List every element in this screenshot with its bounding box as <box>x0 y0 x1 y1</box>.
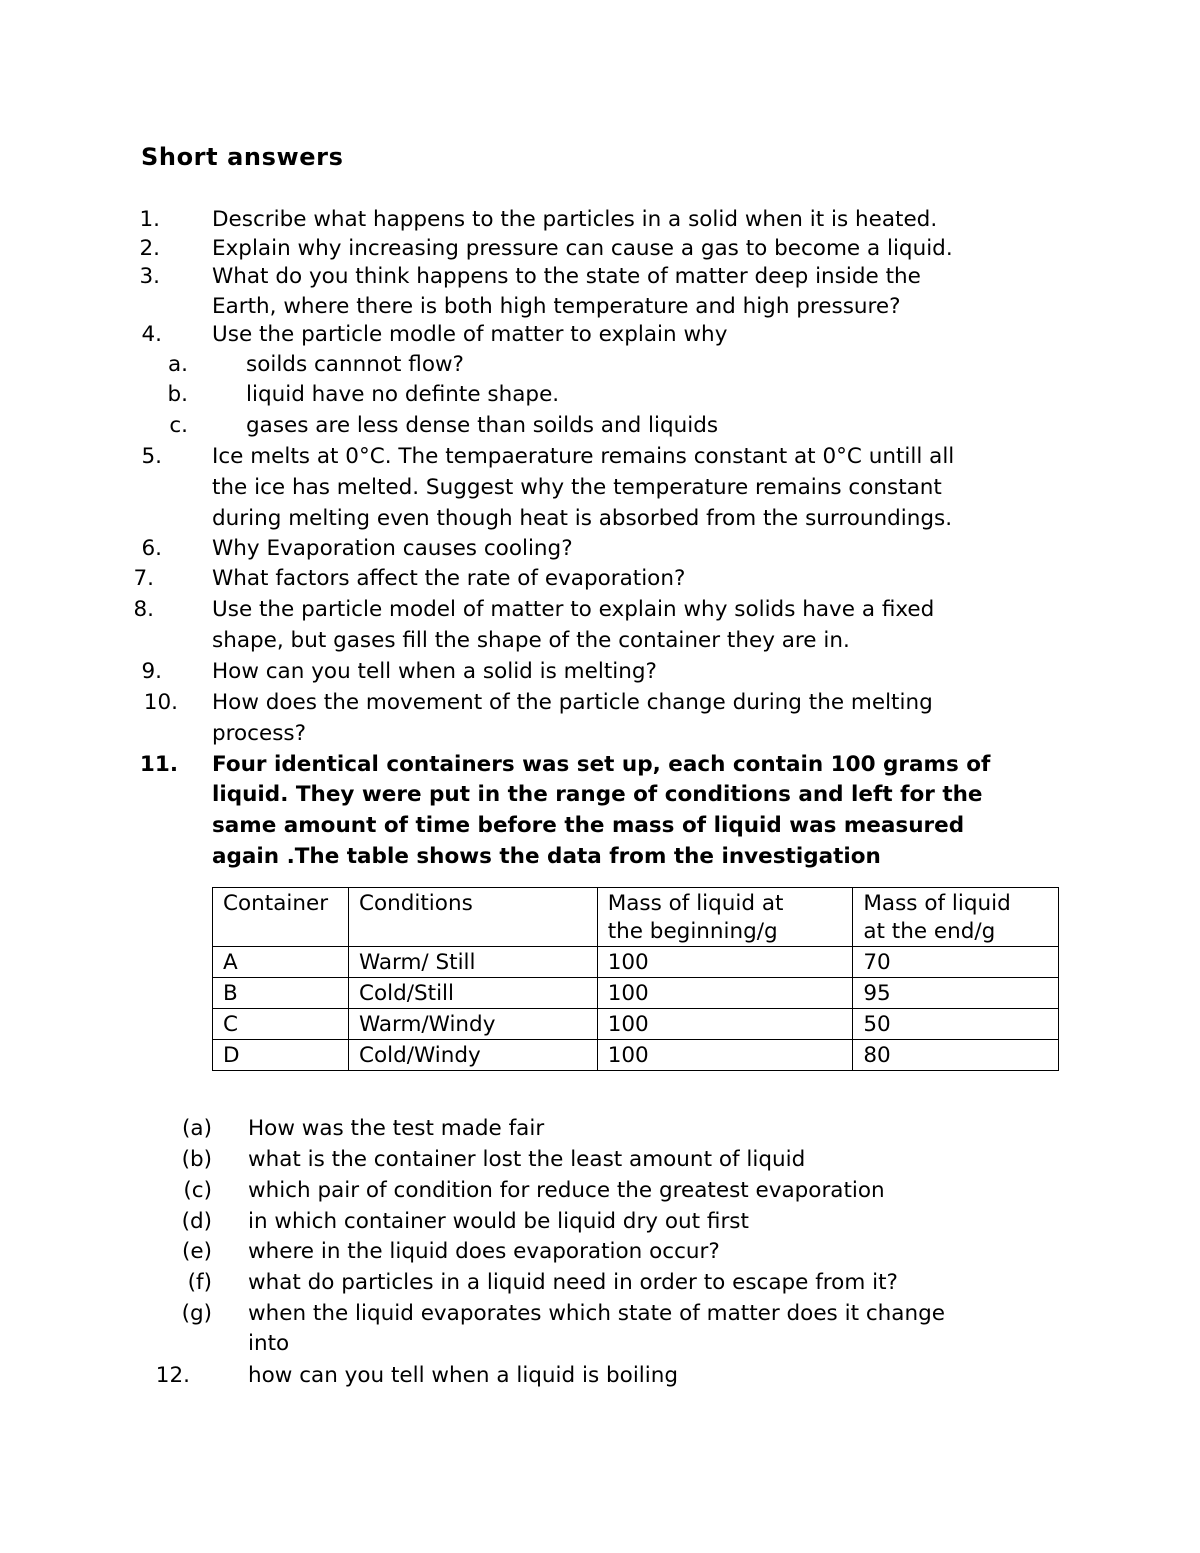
question-number: b. <box>167 382 188 407</box>
table-header-row <box>213 888 1059 947</box>
question-text: What do you think happens to the state of matter deep inside the <box>212 264 921 289</box>
question-text: process? <box>212 721 307 746</box>
table-cell: C <box>213 1009 349 1040</box>
question-number: 12. <box>155 1363 190 1388</box>
header-mass-beginning: Mass of liquid at the beginning/g <box>597 888 853 947</box>
question-text: what do particles in a liquid need in order to escape from it? <box>248 1270 898 1295</box>
table-row <box>213 947 1059 978</box>
question-number: 7. <box>133 566 154 591</box>
table-cell: 100 <box>597 947 853 978</box>
table-cell: 80 <box>853 1040 1059 1071</box>
table-row <box>213 1009 1059 1040</box>
question-text: same amount of time before the mass of liquid was measured <box>212 813 965 838</box>
table-cell: 100 <box>597 1009 853 1040</box>
table-cell: 95 <box>853 978 1059 1009</box>
question-text: How can you tell when a solid is melting? <box>212 659 657 684</box>
question-text: in which container would be liquid dry out first <box>248 1209 749 1234</box>
question-text: Describe what happens to the particles in a solid when it is heated. <box>212 207 938 232</box>
question-text: How was the test made fair <box>248 1116 545 1141</box>
table-cell: A <box>213 947 349 978</box>
table-row <box>213 1040 1059 1071</box>
question-text: shape, but gases fill the shape of the container they are in. <box>212 628 850 653</box>
question-text: how can you tell when a liquid is boiling <box>248 1363 679 1388</box>
table-cell: Warm/ Still <box>348 947 597 978</box>
question-text: into <box>248 1331 290 1356</box>
question-number: (d) <box>181 1209 212 1234</box>
question-number: (b) <box>181 1147 212 1172</box>
table-cell: Cold/Windy <box>348 1040 597 1071</box>
question-text: when the liquid evaporates which state of matter does it change <box>248 1301 945 1326</box>
question-text: liquid have no definte shape. <box>246 382 560 407</box>
question-text: Use the particle modle of matter to explain why <box>212 322 728 347</box>
question-number: (g) <box>181 1301 212 1326</box>
question-number: 4. <box>141 322 162 347</box>
header-container: Container <box>213 888 349 947</box>
question-number: 10. <box>143 690 178 715</box>
table-row <box>213 978 1059 1009</box>
question-text: during melting even though heat is absorbed from the surroundings. <box>212 506 953 531</box>
question-text: what is the container lost the least amount of liquid <box>248 1147 806 1172</box>
question-number: (f) <box>187 1270 212 1295</box>
question-text: Earth, where there is both high temperature and high pressure? <box>212 294 901 319</box>
table-cell: 70 <box>853 947 1059 978</box>
question-text: again .The table shows the data from the investigation <box>212 844 881 869</box>
table-cell: B <box>213 978 349 1009</box>
question-text: gases are less dense than soilds and liquids <box>246 413 719 438</box>
question-text: How does the movement of the particle change during the melting <box>212 690 933 715</box>
table-cell: 100 <box>597 1040 853 1071</box>
table-cell: D <box>213 1040 349 1071</box>
question-text: Ice melts at 0°C. The tempaerature remains constant at 0°C untill all <box>212 444 955 469</box>
question-number: 5. <box>141 444 162 469</box>
question-number: (e) <box>181 1239 212 1264</box>
question-number: 2. <box>139 236 160 261</box>
question-text: liquid. They were put in the range of conditions and left for the <box>212 782 983 807</box>
question-text: Explain why increasing pressure can cause a gas to become a liquid. <box>212 236 953 261</box>
question-text: Use the particle model of matter to explain why solids have a fixed <box>212 597 935 622</box>
question-text: which pair of condition for reduce the greatest evaporation <box>248 1178 885 1203</box>
table-cell: Warm/Windy <box>348 1009 597 1040</box>
table-cell: Cold/Still <box>348 978 597 1009</box>
table-cell: 50 <box>853 1009 1059 1040</box>
question-number: 8. <box>133 597 154 622</box>
question-number: c. <box>169 413 188 438</box>
question-text: What factors affect the rate of evaporation? <box>212 566 686 591</box>
question-text: Four identical containers was set up, each contain 100 grams of <box>212 752 991 777</box>
page-title: Short answers <box>141 143 344 171</box>
question-number: 9. <box>141 659 162 684</box>
question-number: (a) <box>182 1116 212 1141</box>
question-text: soilds cannnot flow? <box>246 352 464 377</box>
header-mass-end: Mass of liquid at the end/g <box>853 888 1059 947</box>
question-number: 11. <box>139 752 178 777</box>
question-number: (c) <box>183 1178 212 1203</box>
table-cell: 100 <box>597 978 853 1009</box>
question-number: a. <box>167 352 188 377</box>
question-text: where in the liquid does evaporation occur? <box>248 1239 720 1264</box>
question-text: Why Evaporation causes cooling? <box>212 536 573 561</box>
question-number: 3. <box>139 264 160 289</box>
question-number: 1. <box>139 207 160 232</box>
question-text: the ice has melted. Suggest why the temperature remains constant <box>212 475 942 500</box>
header-conditions: Conditions <box>348 888 597 947</box>
question-number: 6. <box>141 536 162 561</box>
investigation-table <box>212 887 1059 1071</box>
